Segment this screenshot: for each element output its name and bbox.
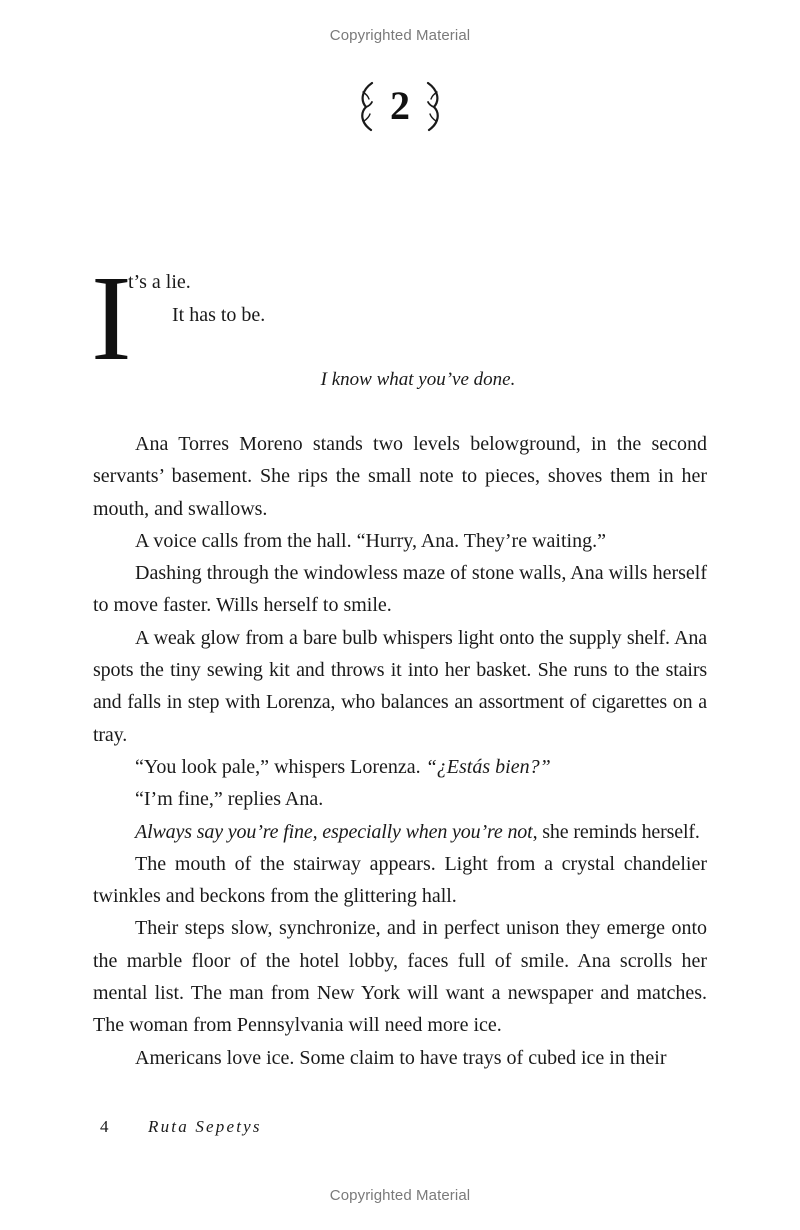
paragraph: Americans love ice. Some claim to have trays of cubed ice in their <box>135 1046 667 1069</box>
body-text <box>93 428 707 1074</box>
narration-text: , she reminds herself. <box>532 820 700 843</box>
opening-line-1: t’s a lie. <box>128 271 191 293</box>
paragraph: Dashing through the windowless maze of stone walls, Ana wills herself to move faster. Wills herself to smile. <box>93 562 707 617</box>
drop-cap: I <box>91 251 132 386</box>
chapter-number: 2 <box>390 83 410 128</box>
paragraph: “I’m fine,” replies Ana. <box>135 788 324 811</box>
page-footer <box>100 1117 262 1137</box>
paragraph: A voice calls from the hall. “Hurry, Ana. They’re waiting.” <box>135 529 606 552</box>
opening-line-2: It has to be. <box>172 304 266 326</box>
spanish-dialogue: “¿Estás bien?” <box>425 755 551 778</box>
copyright-header: Copyrighted Material <box>329 27 471 44</box>
paragraph: A weak glow from a bare bulb whispers light onto the supply shelf. Ana spots the tiny sewing kit and throws it into her basket. She runs to the stairs and falls in step with Lorenza, who balances an assortment of cigarettes on a tray. <box>93 626 707 746</box>
paragraph: The mouth of the stairway appears. Light from a crystal chandelier twinkles and beckons from the glittering hall. <box>93 852 707 908</box>
left-flourish-icon <box>356 80 378 132</box>
italic-thought: Always say you’re fine, especially when you’re not <box>135 820 533 843</box>
dialogue-text: “You look pale,” whispers Lorenza. <box>135 755 426 778</box>
author-name: Ruta Sepetys <box>148 1117 262 1136</box>
paragraph <box>93 751 707 783</box>
chapter-heading <box>0 80 800 132</box>
note-text: I know what you’ve done. <box>320 369 516 390</box>
paragraph: Ana Torres Moreno stands two levels belowground, in the second servants’ basement. She rips the small note to pieces, shoves them in her mouth, and swallows. <box>93 433 707 520</box>
paragraph <box>93 816 707 848</box>
right-flourish-icon <box>422 80 444 132</box>
paragraph: Their steps slow, synchronize, and in perfect unison they emerge onto the marble floor of the hotel lobby, faces full of smile. Ana scrolls her mental list. The man from New York will want a newspaper and matches. The woman from Pennsylvania will need more ice. <box>93 917 707 1037</box>
copyright-footer: Copyrighted Material <box>329 1187 471 1204</box>
page-number: 4 <box>100 1117 109 1136</box>
